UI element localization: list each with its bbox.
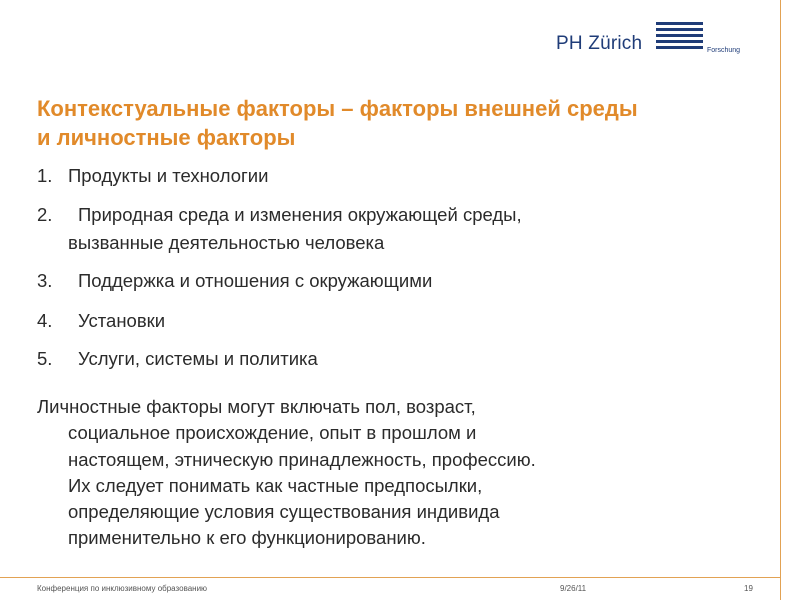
list-item-text: Установки bbox=[78, 310, 166, 331]
slide-frame-right bbox=[780, 0, 781, 600]
logo-stripes-icon bbox=[656, 22, 703, 52]
footer-date: 9/26/11 bbox=[560, 584, 587, 593]
slide-title bbox=[37, 94, 777, 152]
slide-frame-bottom bbox=[0, 577, 781, 578]
paragraph-line: социальное происхождение, опыт в прошлом и bbox=[68, 422, 477, 444]
logo-text: PH Zürich bbox=[556, 33, 643, 54]
list-item-text: Поддержка и отношения с окружающими bbox=[78, 270, 433, 291]
slide-title-line: Контекстуальные факторы – факторы внешней среды bbox=[37, 96, 638, 121]
paragraph-line: Их следует понимать как частные предпосылки, bbox=[68, 474, 483, 496]
paragraph-line: применительно к его функционированию. bbox=[68, 527, 426, 549]
personal-factors-paragraph bbox=[37, 394, 737, 552]
paragraph-line: настоящем, этническую принадлежность, профессию. bbox=[68, 448, 536, 470]
list-item-text: вызванные деятельностью человека bbox=[68, 232, 385, 253]
list-item-number: 3. bbox=[37, 270, 53, 291]
list-item-number: 5. bbox=[37, 348, 53, 369]
footer-page-number: 19 bbox=[744, 584, 753, 593]
ph-zurich-logo bbox=[556, 22, 756, 62]
paragraph-line: Личностные факторы могут включать пол, возраст, bbox=[37, 396, 476, 417]
list-item-number: 1. bbox=[37, 165, 53, 186]
list-item-number: 4. bbox=[37, 310, 53, 331]
slide-title-line: и личностные факторы bbox=[37, 125, 296, 150]
logo-subtitle: Forschung bbox=[707, 47, 741, 54]
list-item-text: Природная среда и изменения окружающей среды, bbox=[78, 204, 522, 225]
list-item-continuation bbox=[68, 232, 384, 254]
list-item-text: Услуги, системы и политика bbox=[78, 348, 318, 369]
list-item-text: Продукты и технологии bbox=[68, 165, 269, 186]
list-item-number: 2. bbox=[37, 204, 53, 225]
paragraph-line: определяющие условия существования индивида bbox=[68, 501, 500, 523]
footer-conference: Конференция по инклюзивному образованию bbox=[37, 584, 208, 593]
